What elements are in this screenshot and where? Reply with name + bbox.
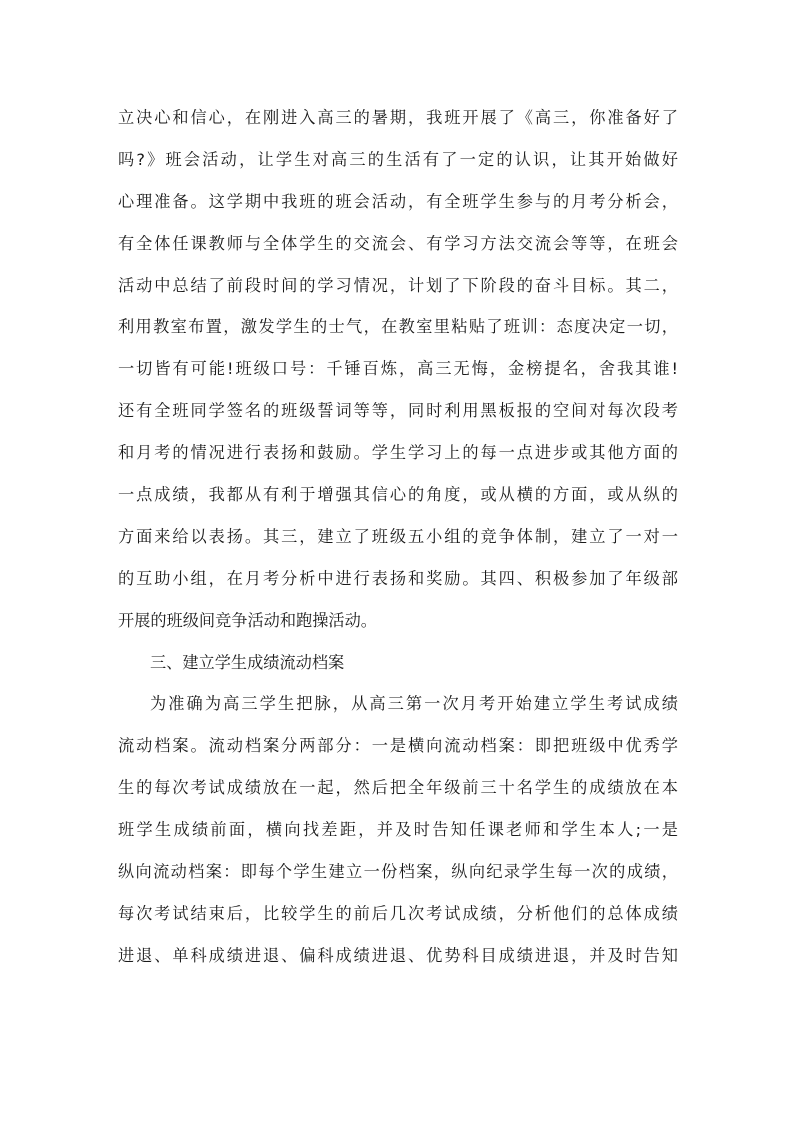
paragraph-end-line: 开展的班级间竞争活动和跑操活动。 <box>118 610 377 630</box>
text-line: 每次考试结束后，比较学生的前后几次考试成绩，分析他们的总体成绩 <box>118 903 678 923</box>
text-line: 活动中总结了前段时间的学习情况，计划了下阶段的奋斗目标。其二， <box>118 275 678 295</box>
paragraph-first-line: 为准确为高三学生把脉，从高三第一次月考开始建立学生考试成绩 <box>150 694 678 714</box>
text-line: 一点成绩，我都从有利于增强其信心的角度，或从横的方面，或从纵的 <box>118 485 678 505</box>
text-line: 有全体任课教师与全体学生的交流会、有学习方法交流会等等，在班会 <box>118 233 678 253</box>
text-line: 吗?》班会活动，让学生对高三的生活有了一定的认识，让其开始做好 <box>118 149 678 169</box>
text-line: 进退、单科成绩进退、偏科成绩进退、优势科目成绩进退，并及时告知 <box>118 945 678 965</box>
text-line: 还有全班同学签名的班级誓词等等，同时利用黑板报的空间对每次段考 <box>118 401 678 421</box>
text-line: 班学生成绩前面，横向找差距，并及时告知任课老师和学生本人;一是 <box>118 820 678 840</box>
text-line: 方面来给以表扬。其三，建立了班级五小组的竞争体制，建立了一对一 <box>118 526 678 546</box>
text-line: 和月考的情况进行表扬和鼓励。学生学习上的每一点进步或其他方面的 <box>118 443 678 463</box>
text-line: 心理准备。这学期中我班的班会活动，有全班学生参与的月考分析会， <box>118 191 678 211</box>
text-line: 立决心和信心，在刚进入高三的暑期，我班开展了《高三，你准备好了 <box>118 108 678 127</box>
text-line: 一切皆有可能!班级口号：千锤百炼，高三无悔，金榜提名，舍我其谁! <box>118 359 678 379</box>
section-heading: 三、建立学生成绩流动档案 <box>150 652 345 672</box>
text-line: 流动档案。流动档案分两部分：一是横向流动档案：即把班级中优秀学 <box>118 736 678 756</box>
text-line: 生的每次考试成绩放在一起，然后把全年级前三十名学生的成绩放在本 <box>118 778 678 798</box>
text-line: 的互助小组，在月考分析中进行表扬和奖励。其四、积极参加了年级部 <box>118 568 678 588</box>
body-text <box>118 97 678 977</box>
text-line: 利用教室布置，激发学生的士气，在教室里粘贴了班训：态度决定一切， <box>118 317 678 337</box>
text-line: 纵向流动档案：即每个学生建立一份档案，纵向纪录学生每一次的成绩， <box>118 862 678 882</box>
